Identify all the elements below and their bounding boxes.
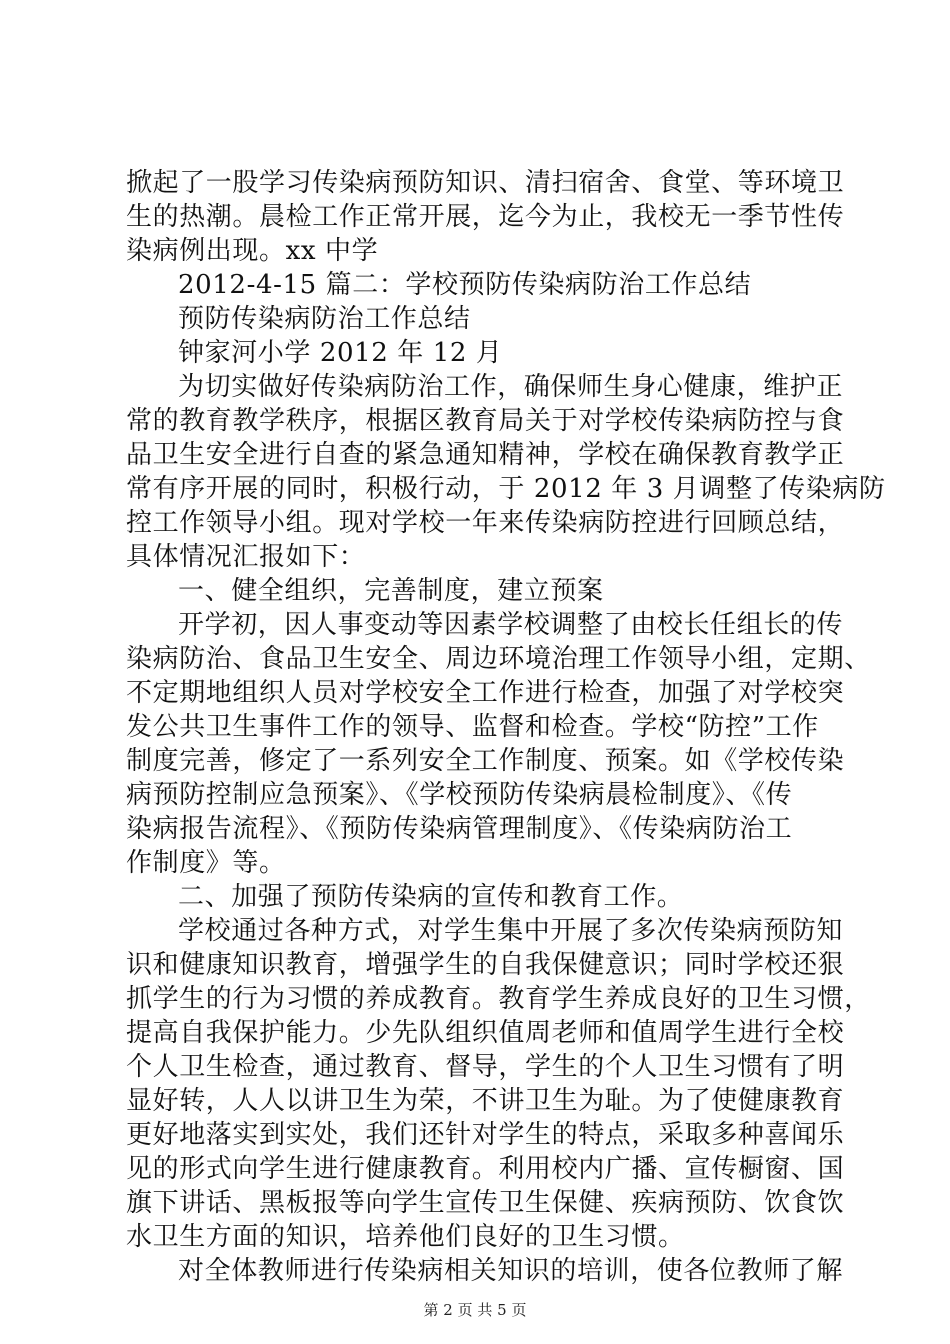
- section-heading: 二、加强了预防传染病的宣传和教育工作。: [178, 882, 684, 912]
- text-line: 控工作领导小组。现对学校一年来传染病防控进行回顾总结，: [126, 508, 845, 538]
- text-line: 抓学生的行为习惯的养成教育。教育学生养成良好的卫生习惯，: [126, 984, 871, 1014]
- page-number: 第 2 页 共 5 页: [423, 1301, 527, 1319]
- text-line: 生的热潮。晨检工作正常开展，迄今为止，我校无一季节性传: [126, 202, 845, 232]
- text-line: 显好转，人人以讲卫生为荣，不讲卫生为耻。为了使健康教育: [126, 1086, 845, 1116]
- text-line: 常有序开展的同时，积极行动，于 2012 年 3 月调整了传染病防: [126, 474, 886, 504]
- document-subtitle: 预防传染病防治工作总结: [178, 304, 471, 334]
- text-line: 识和健康知识教育，增强学生的自我保健意识；同时学校还狠: [126, 950, 845, 980]
- text-line: 见的形式向学生进行健康教育。利用校内广播、宣传橱窗、国: [126, 1154, 845, 1184]
- text-line: 为切实做好传染病防治工作，确保师生身心健康，维护正: [178, 372, 844, 402]
- text-line: 常的教育教学秩序，根据区教育局关于对学校传染病防控与食: [126, 406, 845, 436]
- text-line: 更好地落实到实处，我们还针对学生的特点，采取多种喜闻乐: [126, 1120, 845, 1150]
- text-line: 染病报告流程》、《预防传染病管理制度》、《传染病防治工: [126, 814, 793, 844]
- text-line: 品卫生安全进行自查的紧急通知精神，学校在确保教育教学正: [126, 440, 845, 470]
- text-line: 病预防控制应急预案》、《学校预防传染病晨检制度》、《传: [126, 780, 793, 810]
- text-line: 水卫生方面的知识，培养他们良好的卫生习惯。: [126, 1222, 685, 1252]
- document-author-date: 钟家河小学 2012 年 12 月: [178, 338, 503, 368]
- text-line: 提高自我保护能力。少先队组织值周老师和值周学生进行全校: [126, 1018, 845, 1048]
- text-line: 2012-4-15 篇二：学校预防传染病防治工作总结: [178, 270, 752, 300]
- text-line: 染病防治、食品卫生安全、周边环境治理工作领导小组，定期、: [126, 644, 871, 674]
- section-heading: 一、健全组织，完善制度，建立预案: [178, 576, 604, 606]
- text-line: 旗下讲话、黑板报等向学生宣传卫生保健、疾病预防、饮食饮: [126, 1188, 845, 1218]
- text-line: 作制度》等。: [126, 848, 286, 878]
- text-line: 发公共卫生事件工作的领导、监督和检查。学校“防控”工作: [126, 712, 819, 742]
- page-footer: [0, 1300, 950, 1320]
- text-line: 制度完善，修定了一系列安全工作制度、预案。如《学校传染: [126, 746, 845, 776]
- text-line: 开学初，因人事变动等因素学校调整了由校长任组长的传: [178, 610, 844, 640]
- text-line: 具体情况汇报如下：: [126, 542, 366, 572]
- text-line: 对全体教师进行传染病相关知识的培训，使各位教师了解: [178, 1256, 844, 1286]
- text-line: 掀起了一股学习传染病预防知识、清扫宿舍、食堂、等环境卫: [126, 168, 845, 198]
- text-line: 个人卫生检查，通过教育、督导，学生的个人卫生习惯有了明: [126, 1052, 845, 1082]
- text-line: 不定期地组织人员对学校安全工作进行检查，加强了对学校突: [126, 678, 845, 708]
- text-line: 染病例出现。xx 中学: [126, 236, 379, 266]
- text-line: 学校通过各种方式，对学生集中开展了多次传染病预防知: [178, 916, 844, 946]
